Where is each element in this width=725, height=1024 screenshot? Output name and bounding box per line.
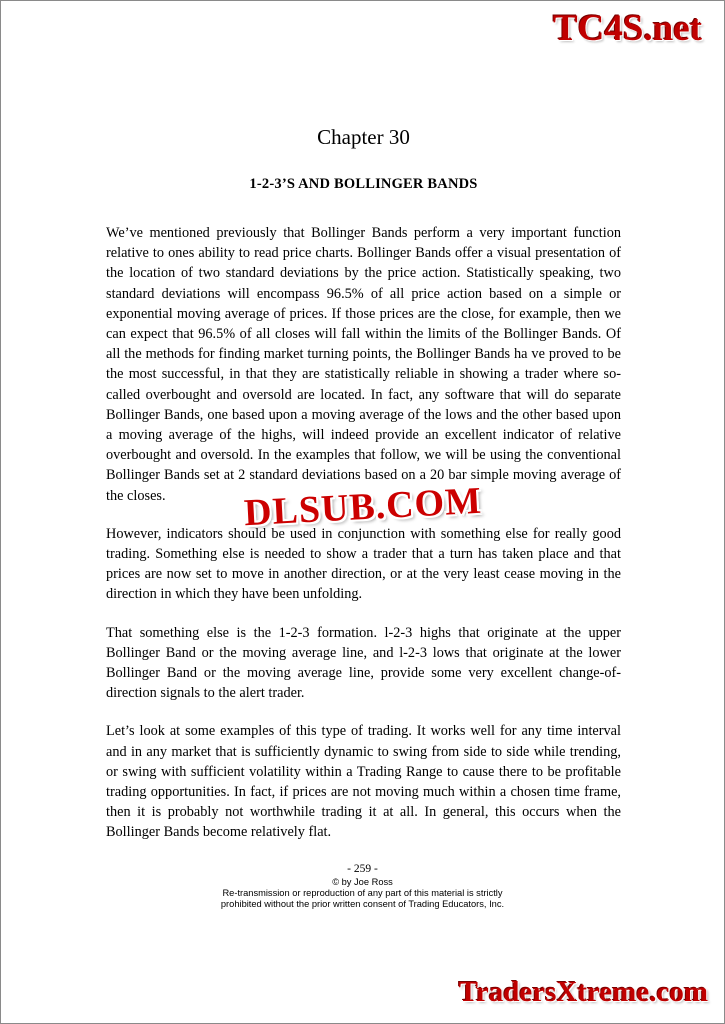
body-paragraph: We’ve mentioned previously that Bollinger Bands perform a very important function relative to ones ability to read price charts. Bollinger Bands offer a visual presentation of the location of two standard deviations by the price action. Statistically speaking, two standard deviations will encompass 96.5% of all price action based on a simple or exponential moving average of prices. If those prices are the close, for example, then we can expect that 96.5% of all closes will fall within the limits of the Bollinger Bands. Of all the methods for finding market turning points, the Bollinger Bands ha ve proved to be the most successful, in that they are statistically reliable in showing a trader where so-called overbought and oversold are located. In fact, any software that will do separate Bollinger Bands, one based upon a moving average of the lows and the other based upon a moving average of the highs, will indeed provide an excellent indicator of relative overbought and oversold. In the examples that follow, we will be using the conventional Bollinger Bands set at 2 standard deviations based on a 20 bar simple moving average of the closes. <box>106 225 621 504</box>
legal-notice-line-2: prohibited without the prior written consent of Trading Educators, Inc. <box>220 899 505 909</box>
body-paragraph: However, indicators should be used in conjunction with something else for really good trading. Something else is needed to show a trader that a turn has taken place and that prices are now set to move in another direction, or at the very least cease moving in the direction in which they have been unfolding. <box>106 525 621 603</box>
legal-notice-line-1: Re-transmission or reproduction of any part of this material is strictly <box>222 888 503 898</box>
watermark-top-right: TC4S.net <box>552 8 702 49</box>
copyright-notice: © by Joe Ross <box>332 877 393 887</box>
watermark-bottom-right: TradersXtreme.com <box>458 976 708 1008</box>
body-paragraph: Let’s look at some examples of this type of trading. It works well for any time interval and in any market that is sufficiently dynamic to swing from side to side while trending, or swing with sufficient volatility within a Trading Range to cause there to be profitable trading opportunities. In fact, if prices are not moving much within a chosen time frame, then it is probably not worthwhile trading it at all. In general, this occurs when the Bollinger Bands become relatively flat. <box>106 723 621 841</box>
chapter-title: Chapter 30 <box>317 125 410 149</box>
section-title: 1-2-3’S AND BOLLINGER BANDS <box>249 176 478 192</box>
page-footer <box>1 863 724 909</box>
document-content <box>106 1 621 843</box>
body-paragraph: That something else is the 1-2-3 formation. l-2-3 highs that originate at the upper Bollinger Band or the moving average line, and l-2-3 lows that originate at the lower Bollinger Band or the moving average line, provide some very excellent change-of-direction signals to the alert trader. <box>106 624 621 702</box>
page-number: - 259 - <box>347 863 378 875</box>
watermark-center: DLSUB.COM <box>242 479 483 535</box>
